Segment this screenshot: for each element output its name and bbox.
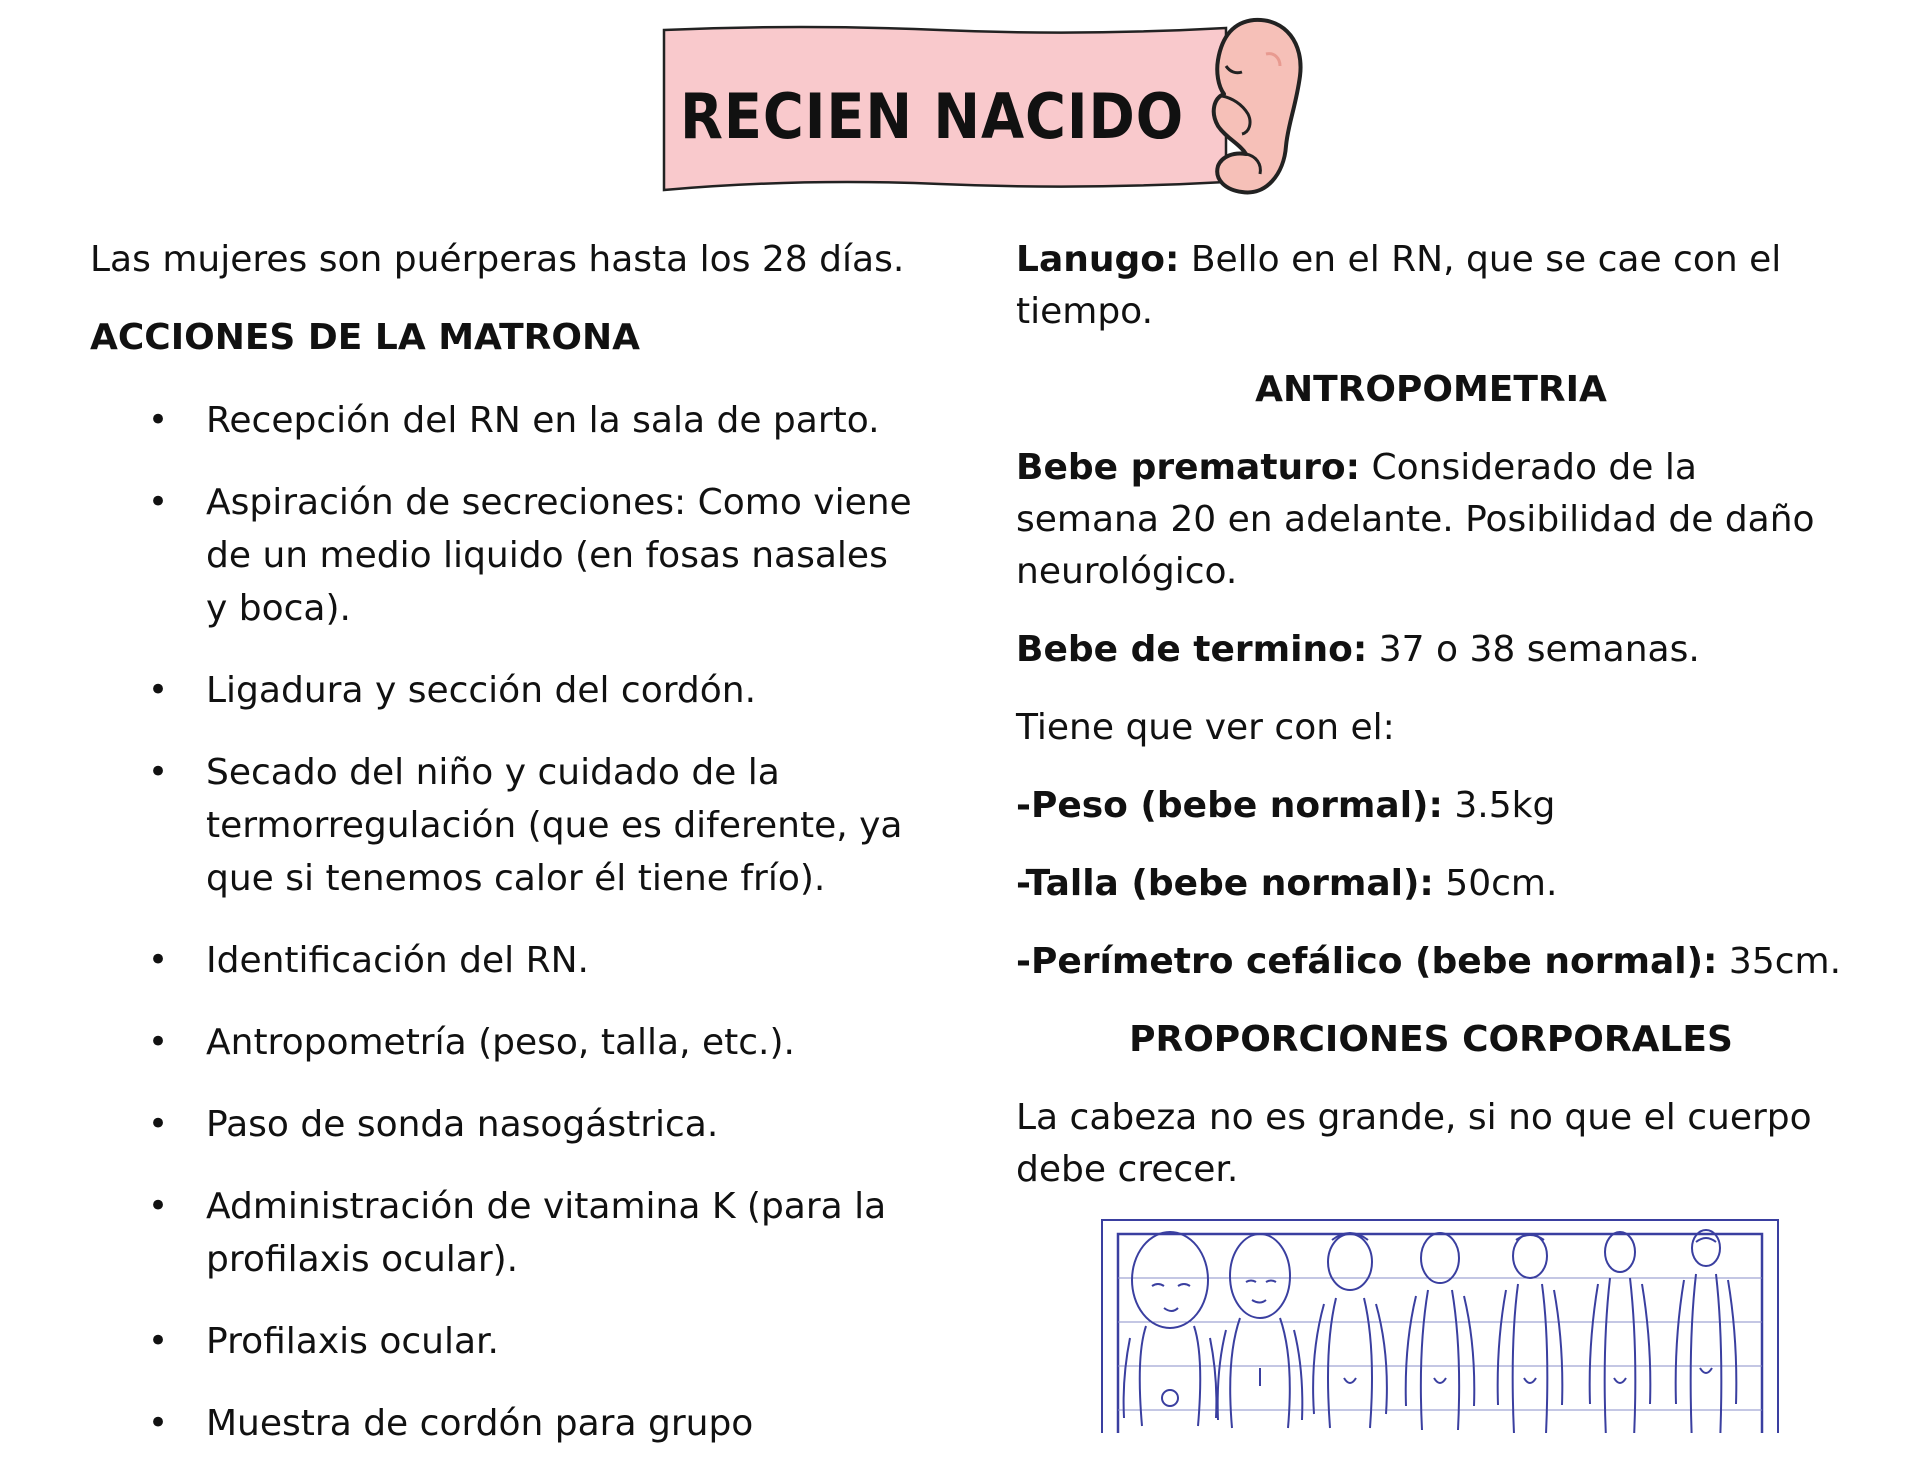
list-item: • Profilaxis ocular. bbox=[90, 1315, 920, 1368]
bullet-icon: • bbox=[148, 670, 169, 710]
bullet-icon: • bbox=[148, 1403, 169, 1443]
termino-text: Bebe de termino: 37 o 38 semanas. bbox=[1016, 629, 1700, 670]
proporciones-heading: PROPORCIONES CORPORALES bbox=[1129, 1019, 1733, 1060]
list-item: • Recepción del RN en la sala de parto. bbox=[90, 394, 920, 447]
list-item: • Aspiración de secreciones: Como viene de un medio liquido (en fosas nasales y boca). bbox=[90, 476, 920, 635]
title-banner bbox=[660, 22, 1232, 192]
bullet-icon: • bbox=[148, 1186, 169, 1226]
list-item: • Muestra de cordón para grupo bbox=[90, 1397, 920, 1450]
acciones-list bbox=[90, 394, 920, 1450]
list-item: • Administración de vitamina K (para la profilaxis ocular). bbox=[90, 1180, 920, 1286]
perimetro-term: -Perímetro cefálico (bebe normal): bbox=[1016, 941, 1718, 982]
tiene-text: Tiene que ver con el: bbox=[1016, 707, 1395, 748]
peso-term: -Peso (bebe normal): bbox=[1016, 785, 1443, 826]
bullet-icon: • bbox=[148, 1022, 169, 1062]
bullet-icon: • bbox=[148, 400, 169, 440]
prematuro-term: Bebe prematuro: bbox=[1016, 447, 1361, 488]
list-item: • Identificación del RN. bbox=[90, 934, 920, 987]
bullet-icon: • bbox=[148, 940, 169, 980]
body-proportions-figure bbox=[1100, 1218, 1780, 1433]
peso-text: -Peso (bebe normal): 3.5kg bbox=[1016, 785, 1556, 826]
bullet-icon: • bbox=[148, 1104, 169, 1144]
list-item: • Secado del niño y cuidado de la termorregulación (que es diferente, ya que si tenemos calor él tiene frío). bbox=[90, 746, 920, 905]
lanugo-text: Lanugo: Bello en el RN, que se cae con el tiempo. bbox=[1016, 239, 1782, 332]
list-item: • Antropometría (peso, talla, etc.). bbox=[90, 1016, 920, 1069]
bullet-icon: • bbox=[148, 1321, 169, 1361]
fetus-icon bbox=[1196, 14, 1306, 204]
page-title: RECIEN NACIDO bbox=[680, 80, 1185, 153]
bullet-icon: • bbox=[148, 482, 169, 522]
antropometria-heading: ANTROPOMETRIA bbox=[1255, 369, 1607, 410]
list-item: • Paso de sonda nasogástrica. bbox=[90, 1098, 920, 1151]
left-column bbox=[90, 234, 920, 1479]
right-column bbox=[1016, 234, 1846, 1222]
acciones-heading: ACCIONES DE LA MATRONA bbox=[90, 317, 640, 358]
talla-text: -Talla (bebe normal): 50cm. bbox=[1016, 863, 1558, 904]
prematuro-text: Bebe prematuro: Considerado de la semana 20 en adelante. Posibilidad de daño neurológico. bbox=[1016, 447, 1815, 592]
list-item: • Ligadura y sección del cordón. bbox=[90, 664, 920, 717]
perimetro-text: -Perímetro cefálico (bebe normal): 35cm. bbox=[1016, 941, 1842, 982]
intro-text: Las mujeres son puérperas hasta los 28 días. bbox=[90, 239, 905, 280]
talla-term: -Talla (bebe normal): bbox=[1016, 863, 1434, 904]
lanugo-term: Lanugo: bbox=[1016, 239, 1180, 280]
bullet-icon: • bbox=[148, 752, 169, 792]
proporciones-text: La cabeza no es grande, si no que el cuerpo debe crecer. bbox=[1016, 1097, 1812, 1190]
termino-term: Bebe de termino: bbox=[1016, 629, 1368, 670]
